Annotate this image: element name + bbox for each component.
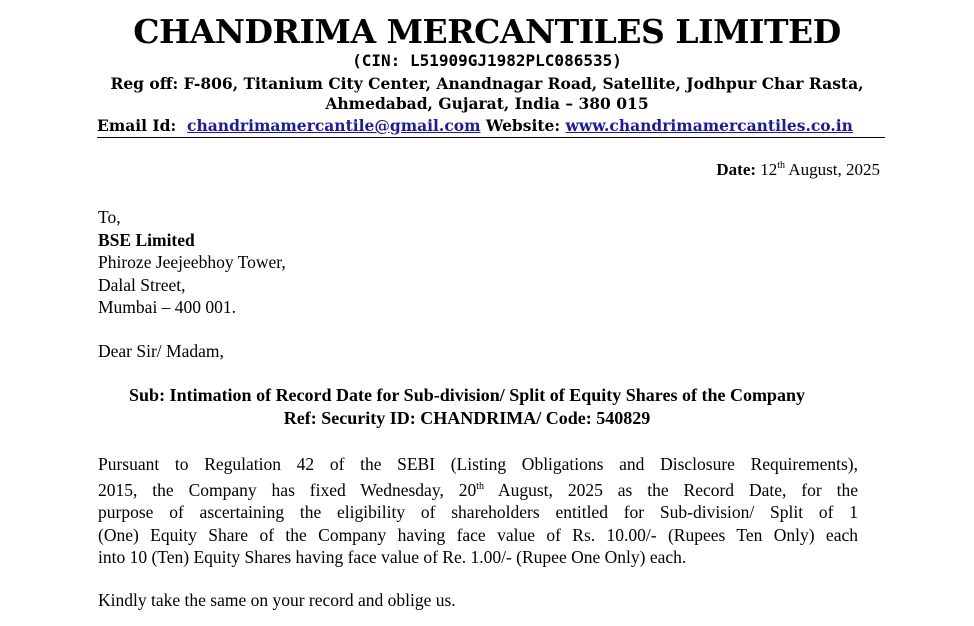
body-line-2 <box>98 476 858 502</box>
email-label: Email Id: <box>97 116 177 135</box>
address-line-2: Ahmedabad, Gujarat, India – 380 015 <box>325 94 649 113</box>
date-day: 12 <box>760 160 778 179</box>
address-line-1: Reg off: F-806, Titanium City Center, Anandnagar Road, Satellite, Jodhpur Char Rasta, <box>110 74 864 93</box>
closing-line: Kindly take the same on your record and oblige us. <box>98 590 456 610</box>
recipient-address-3: Mumbai – 400 001. <box>98 297 237 317</box>
date-label: Date: <box>716 160 757 179</box>
body-line-3: purpose of ascertaining the eligibility of shareholders entitled for Sub-division/ Split of 1 <box>98 502 858 522</box>
recipient-address-2: Dalal Street, <box>98 274 186 295</box>
website-link[interactable]: www.chandrimamercantiles.co.in <box>565 116 853 135</box>
reference-line: Ref: Security ID: CHANDRIMA/ Code: 540829 <box>283 408 651 428</box>
body-line-1: Pursuant to Regulation 42 of the SEBI (Listing Obligations and Disclosure Requirements), <box>98 454 858 474</box>
date-day-suffix: th <box>777 160 786 171</box>
website-label: Website: <box>485 116 561 135</box>
recipient-block <box>98 206 286 319</box>
company-name: CHANDRIMA MERCANTILES LIMITED <box>133 12 841 51</box>
email-link[interactable]: chandrimamercantile@gmail.com <box>187 116 481 135</box>
body-line-2-a: 2015, the Company has fixed Wednesday, 20 <box>98 479 477 500</box>
body-line-4: (One) Equity Share of the Company having face value of Rs. 10.00/- (Rupees Ten Only) each <box>98 524 858 545</box>
letter-date <box>716 160 880 180</box>
subject-line: Sub: Intimation of Record Date for Sub-division/ Split of Equity Shares of the Company <box>129 385 805 405</box>
to-line: To, <box>98 207 121 227</box>
cin-number: (CIN: L51909GJ1982PLC086535) <box>352 51 622 70</box>
body-line-2-sup: th <box>476 480 485 492</box>
recipient-name: BSE Limited <box>98 229 195 250</box>
body-line-5: into 10 (Ten) Equity Shares having face value of Re. 1.00/- (Rupee One Only) each. <box>98 547 687 567</box>
date-rest: August, 2025 <box>788 160 880 179</box>
salutation: Dear Sir/ Madam, <box>98 341 224 361</box>
body-line-2-b: August, 2025 as the Record Date, for the <box>484 479 858 500</box>
body-paragraph <box>98 453 858 569</box>
contact-line <box>97 116 885 138</box>
recipient-address-1: Phiroze Jeejeebhoy Tower, <box>98 252 286 272</box>
